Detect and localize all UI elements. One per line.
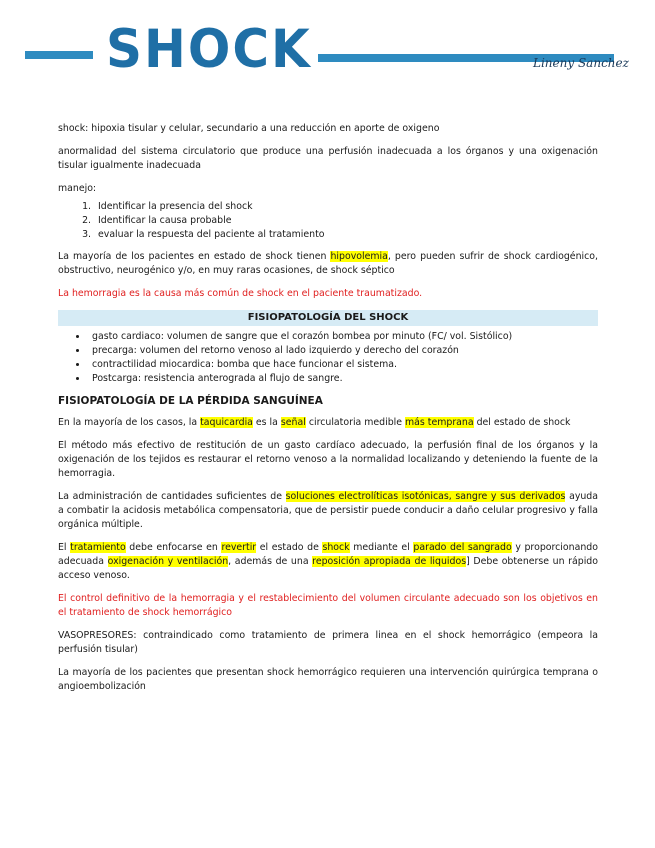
highlight: taquicardia — [200, 417, 253, 428]
list-item: 3. evaluar la respuesta del paciente al tratamiento — [94, 228, 598, 242]
highlight: hipovolemia — [330, 251, 388, 262]
list-item: • precarga: volumen del retorno venoso al lado izquierdo y derecho del corazón — [88, 344, 598, 358]
author-signature: Lineny Sanchez — [533, 56, 629, 70]
list-item: • Postcarga: resistencia anterograda al flujo de sangre. — [88, 372, 598, 386]
paragraph-surgery: La mayoría de los pacientes que presentan shock hemorrágico requieren una intervención quirúrgica temprana o angioembolización — [58, 667, 598, 692]
management-label: manejo: — [58, 183, 97, 194]
definition-shock: shock: hipoxia tisular y celular, secundario a una reducción en aporte de oxigeno — [58, 123, 440, 134]
document-body — [58, 122, 598, 703]
highlight: oxigenación y ventilación — [107, 556, 229, 567]
management-list — [58, 200, 598, 242]
highlight: revertir — [221, 542, 257, 553]
header-bar-left — [25, 51, 93, 59]
definition-circulatory: anormalidad del sistema circulatorio que produce una perfusión inadecuada a los órganos y una oxigenación tisular igualmente inadecuada — [58, 146, 598, 171]
paragraph-hypovolemia: La mayoría de los pacientes en estado de shock tienen hipovolemia, pero pueden sufrir de shock cardiogénico, obstructivo, neurogénico y/o, en muy raras ocasiones, de shock séptico — [58, 251, 598, 276]
paragraph-tachycardia: En la mayoría de los casos, la taquicardia es la señal circulatoria medible más temprana del estado de shock — [58, 417, 571, 428]
list-item: • contractilidad miocardica: bomba que hace funcionar el sistema. — [88, 358, 598, 372]
highlight: shock — [322, 542, 350, 553]
paragraph-definitive-control-red: El control definitivo de la hemorragia y el restablecimiento del volumen circulante adecuado son los objetivos en el tratamiento de shock hemorrágico — [58, 593, 598, 618]
list-item: 1. Identificar la presencia del shock — [94, 200, 598, 214]
paragraph-restitution: El método más efectivo de restitución de un gasto cardíaco adecuado, la perfusión final de los órganos y la oxigenación de los tejidos es restaurar el retorno venoso a la normalidad localizando y deteniendo la fuente de la hemorragia. — [58, 440, 598, 479]
page-title: SHOCK — [106, 18, 312, 80]
highlight: tratamiento — [70, 542, 126, 553]
paragraph-hemorrhage-red: La hemorragia es la causa más común de shock en el paciente traumatizado. — [58, 288, 423, 299]
section-banner-physiology: FISIOPATOLOGÍA DEL SHOCK — [58, 310, 598, 326]
paragraph-vasopressors: VASOPRESORES: contraindicado como tratamiento de primera linea en el shock hemorrágico (empeora la perfusión tisular) — [58, 630, 598, 655]
physiology-list — [58, 330, 598, 386]
highlight: soluciones electrolíticas isotónicas, sangre y sus derivados — [285, 491, 566, 502]
highlight: parado del sangrado — [413, 542, 512, 553]
paragraph-treatment: El tratamiento debe enfocarse en revertir el estado de shock mediante el parado del sangrado y proporcionando adecuada oxigenación y ventilación, además de una reposición apropiada de liquidos] Debe obtenerse un rápido acceso venoso. — [58, 542, 598, 581]
highlight: reposición apropiada de liquidos — [312, 556, 467, 567]
list-item: • gasto cardiaco: volumen de sangre que el corazón bombea por minuto (FC/ vol. Sistólico) — [88, 330, 598, 344]
highlight: señal — [280, 417, 306, 428]
highlight: más temprana — [405, 417, 474, 428]
list-item: 2. Identificar la causa probable — [94, 214, 598, 228]
paragraph-fluids: La administración de cantidades suficientes de soluciones electrolíticas isotónicas, sangre y sus derivados ayuda a combatir la acidosis metabólica compensatoria, que de persistir puede conducir a daño celular progresivo y falla orgánica múltiple. — [58, 491, 599, 530]
section-heading-blood-loss: FISIOPATOLOGÍA DE LA PÉRDIDA SANGUÍNEA — [58, 395, 323, 407]
